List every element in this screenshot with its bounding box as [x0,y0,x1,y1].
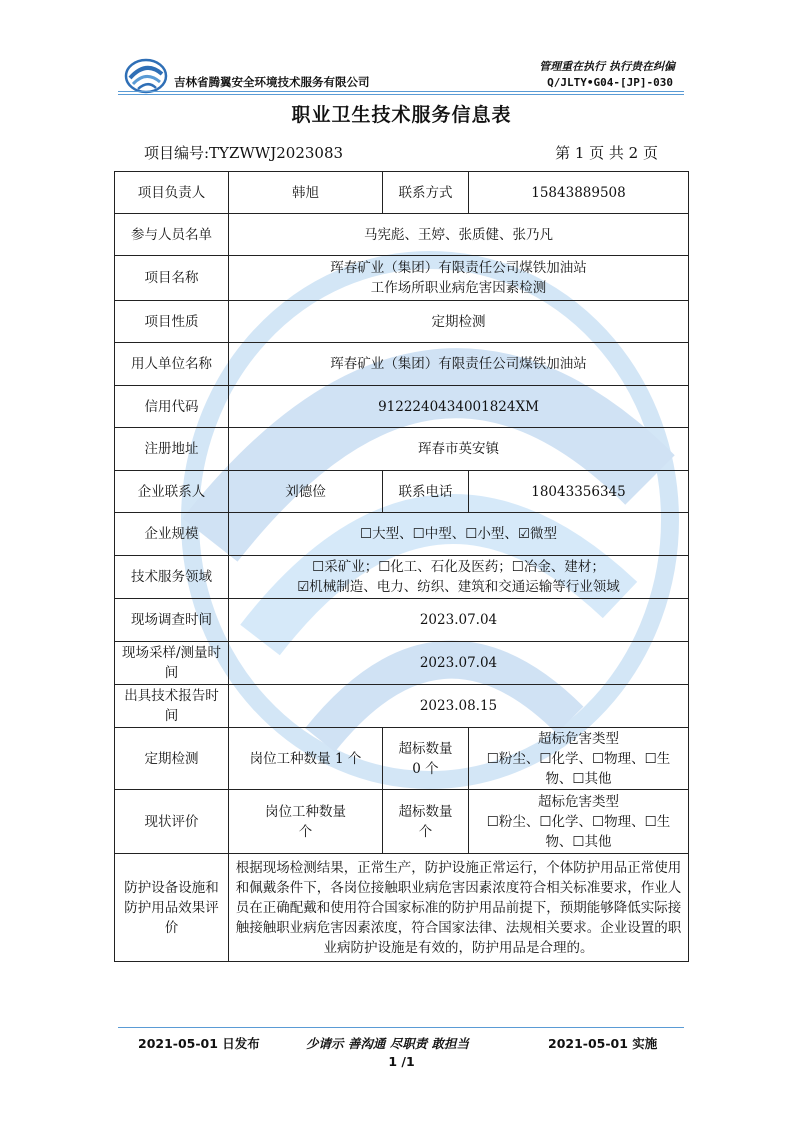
table-row [115,854,689,962]
table-row [115,728,689,790]
project-number: 项目编号:TYZWWJ2023083 [144,144,344,162]
cell-label-service-field: 技术服务领域 [115,556,229,599]
cell-label-periodic-detection: 定期检测 [115,728,229,790]
cell-periodic-hazard-type [469,728,689,790]
footer-divider [118,1027,684,1028]
status-exceed-unit: 个 [418,823,433,840]
table-row [115,256,689,301]
table-row [115,556,689,599]
cell-credit-code: 9122240434001824XM [229,386,689,428]
cell-label-contact: 联系方式 [383,172,469,214]
cell-label-scale: 企业规模 [115,513,229,556]
status-hazard-options-2: 物、☐其他 [545,833,612,850]
cell-company-contact: 刘德俭 [229,471,383,513]
cell-employer: 珲春矿业（集团）有限责任公司煤铁加油站 [229,343,689,386]
periodic-hazard-label: 超标危害类型 [538,730,619,747]
cell-project-leader: 韩旭 [229,172,383,214]
table-row [115,428,689,471]
company-logo-icon [124,56,168,94]
effective-date: 2021-05-01 实施 [548,1036,658,1051]
service-field-line2: ☑机械制造、电力、纺织、建筑和交通运输等行业领域 [297,579,620,595]
table-row [115,343,689,386]
issue-date: 2021-05-01 日发布 [138,1036,260,1051]
project-name-line2: 工作场所职业病危害因素检测 [370,280,547,296]
table-row [115,214,689,256]
cell-status-post-count [229,790,383,854]
header-divider-2 [118,94,684,95]
cell-periodic-post-count: 岗位工种数量 1 个 [229,728,383,790]
cell-label-sampling-time: 现场采样/测量时间 [115,642,229,685]
cell-status-exceed-count [383,790,469,854]
page-title: 职业卫生技术服务信息表 [291,104,512,126]
cell-label-company-contact: 企业联系人 [115,471,229,513]
cell-phone: 18043356345 [469,471,689,513]
cell-periodic-exceed-count [383,728,469,790]
cell-label-employer: 用人单位名称 [115,343,229,386]
status-hazard-options: ☐粉尘、☐化学、☐物理、☐生 [486,813,671,830]
cell-label-project-name: 项目名称 [115,256,229,301]
service-field-line1: ☐采矿业；☐化工、石化及医药；☐冶金、建材； [312,559,605,575]
document-number: Q/JLTY•G04-[JP]-030 [547,76,673,89]
page-header [0,0,803,110]
table-row [115,642,689,685]
cell-status-hazard-type [469,790,689,854]
cell-label-report-time: 出具技术报告时间 [115,685,229,728]
cell-label-project-leader: 项目负责人 [115,172,229,214]
cell-service-field [229,556,689,599]
cell-contact: 15843889508 [469,172,689,214]
table-row [115,599,689,642]
cell-label-address: 注册地址 [115,428,229,471]
status-post-unit: 个 [298,823,313,840]
periodic-hazard-options: ☐粉尘、☐化学、☐物理、☐生 [486,750,671,767]
cell-participants: 马宪彪、王婷、张质健、张乃凡 [229,214,689,256]
header-divider [118,91,684,92]
cell-report-time: 2023.08.15 [229,685,689,728]
cell-scale: ☐大型、☐中型、☐小型、☑微型 [229,513,689,556]
status-post-label: 岗位工种数量 [265,803,346,820]
cell-label-credit-code: 信用代码 [115,386,229,428]
cell-label-project-nature: 项目性质 [115,301,229,343]
table-row [115,301,689,343]
cell-address: 珲春市英安镇 [229,428,689,471]
table-row [115,386,689,428]
company-name: 吉林省腾翼安全环境技术服务有限公司 [174,75,370,89]
status-exceed-label: 超标数量 [398,803,453,820]
project-name-line1: 珲春矿业（集团）有限责任公司煤铁加油站 [330,260,587,276]
page-indicator: 第 1 页 共 2 页 [555,144,658,162]
info-table [114,171,689,962]
status-hazard-label: 超标危害类型 [538,793,619,810]
periodic-exceed-label: 超标数量 [398,740,453,757]
table-row [115,471,689,513]
cell-label-protection-evaluation: 防护设备设施和防护用品效果评价 [115,854,229,962]
table-row [115,172,689,214]
footer-slogan: 少请示 善沟通 尽职责 敢担当 [306,1036,470,1051]
periodic-hazard-options-2: 物、☐其他 [545,770,612,787]
cell-label-status-evaluation: 现状评价 [115,790,229,854]
cell-label-phone: 联系电话 [383,471,469,513]
table-row [115,513,689,556]
table-row [115,685,689,728]
cell-project-nature: 定期检测 [229,301,689,343]
cell-survey-time: 2023.07.04 [229,599,689,642]
cell-label-participants: 参与人员名单 [115,214,229,256]
periodic-exceed-value: 0 个 [412,760,439,777]
header-motto: 管理重在执行 执行贵在纠偏 [539,60,675,73]
table-row [115,790,689,854]
cell-protection-evaluation: 根据现场检测结果，正常生产，防护设施正常运行，个体防护用品正常使用和佩戴条件下，各岗位接触职业病危害因素浓度符合相关标准要求，作业人员在正确配戴和使用符合国家标准的防护用品前提下，预期能够降低实际接触接触职业病危害因素浓度，符合国家法律、法规相关要求。企业设置的职业病防护设施是有效的，防护用品是合理的。 [229,854,689,962]
footer-page-number: 1 /1 [388,1054,415,1069]
cell-sampling-time: 2023.07.04 [229,642,689,685]
cell-label-survey-time: 现场调查时间 [115,599,229,642]
cell-project-name [229,256,689,301]
